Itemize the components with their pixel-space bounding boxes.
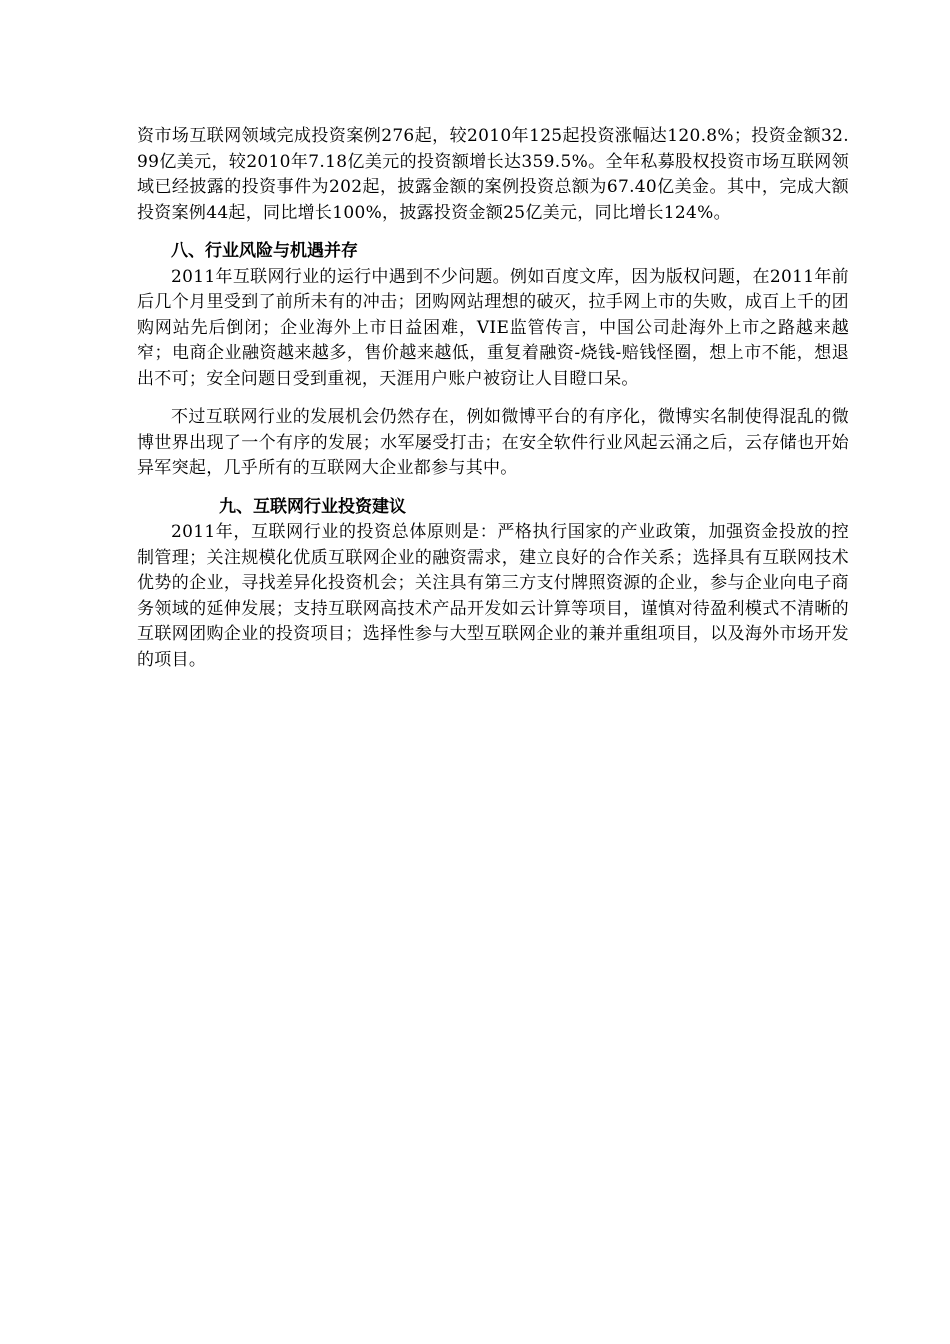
intro-paragraph: 资市场互联网领域完成投资案例276起，较2010年125起投资涨幅达120.8%；投资金额32.99亿美元，较2010年7.18亿美元的投资额增长达359.5%。全年私募股权投资市场互联网领域已经披露的投资事件为202起，披露金额的案例投资总额为67.40亿美金。其中，完成大额投资案例44起，同比增长100%，披露投资金额25亿美元，同比增长124%。 (137, 126, 849, 223)
section-9-heading: 九、互联网行业投资建议 (219, 496, 406, 517)
document-body (137, 124, 849, 673)
section-8-paragraph-1: 2011年互联网行业的运行中遇到不少问题。例如百度文库，因为版权问题，在2011年前后几个月里受到了前所未有的冲击；团购网站理想的破灭，拉手网上市的失败，成百上千的团购网站先后倒闭；企业海外上市日益困难，VIE监管传言，中国公司赴海外上市之路越来越窄；电商企业融资越来越多，售价越来越低，重复着融资-烧钱-赔钱怪圈，想上市不能，想退出不可；安全问题日受到重视，天涯用户账户被窃让人目瞪口呆。 (137, 266, 849, 389)
spacer (137, 482, 849, 495)
section-9-paragraph-1: 2011年，互联网行业的投资总体原则是：严格执行国家的产业政策，加强资金投放的控制管理；关注规模化优质互联网企业的融资需求，建立良好的合作关系；选择具有互联网技术优势的企业，寻找差异化投资机会；关注具有第三方支付牌照资源的企业，参与企业向电子商务领域的延伸发展；支持互联网高技术产品开发如云计算等项目，谨慎对待盈利模式不清晰的互联网团购企业的投资项目；选择性参与大型互联网企业的兼并重组项目，以及海外市场开发的项目。 (137, 522, 849, 670)
section-8-paragraph-2: 不过互联网行业的发展机会仍然存在，例如微博平台的有序化，微博实名制使得混乱的微博世界出现了一个有序的发展；水军屡受打击；在安全软件行业风起云涌之后，云存储也开始异军突起，几乎所有的互联网大企业都参与其中。 (137, 407, 849, 478)
spacer (137, 226, 849, 239)
section-8-heading: 八、行业风险与机遇并存 (171, 241, 358, 261)
spacer (137, 392, 849, 405)
